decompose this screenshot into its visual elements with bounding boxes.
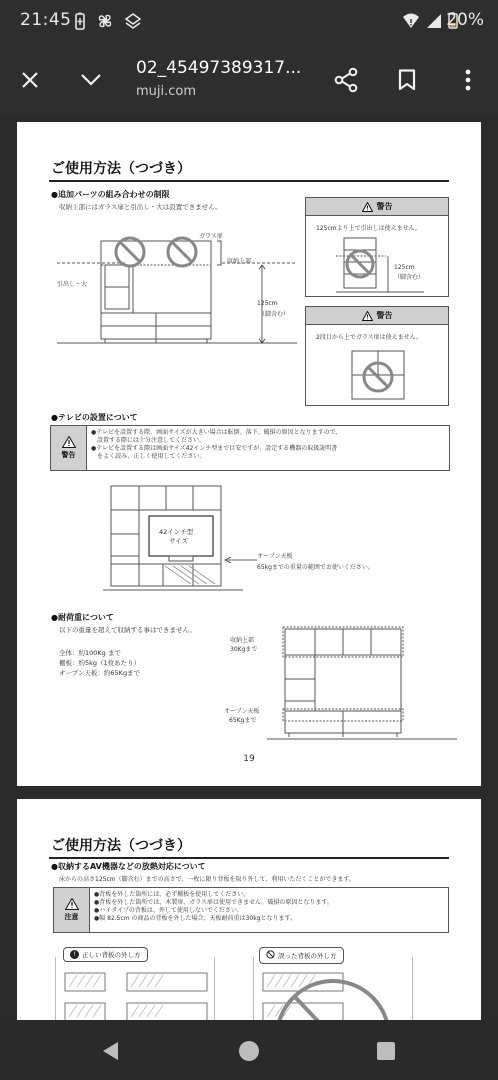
expand-button[interactable] — [74, 64, 108, 96]
warning-text-glass: 2段目から上でガラス扉は使えません。 — [316, 334, 422, 341]
warning-box-drawer — [305, 197, 449, 297]
caution-line: ●背板を外した箇所では、木製扉、ガラス扉は使用できません。破損の原因となります。 — [94, 899, 333, 906]
caution-line: 設置する際には十分注意してください。 — [91, 437, 206, 444]
caution-label: 警告 — [61, 451, 76, 459]
warning-box-glass — [305, 306, 449, 406]
chevron-down-icon — [80, 73, 102, 87]
title-rule — [49, 857, 449, 859]
bookmark-button[interactable] — [392, 64, 422, 96]
label-open-top: オープン天板 — [257, 553, 293, 560]
correct-removal-diagram — [55, 957, 215, 1020]
battery-saver-icon — [74, 12, 86, 34]
caution-line: ●背板を外した箇所には、必ず棚板を使用してください。 — [94, 891, 250, 898]
pdf-page-19 — [17, 122, 481, 786]
caution-label-cell — [54, 888, 90, 932]
caution-line: をよく読み、正しく使用してください。 — [91, 453, 206, 460]
label-storage-top-load: 収納上部 — [230, 637, 255, 644]
load-shelf: 棚板：約5kg（1枚あたり） — [59, 659, 141, 667]
section-text-parts: 収納上部にはガラス扉と引出し・大は設置できません。 — [59, 203, 222, 211]
battery-percent: 20% — [446, 10, 484, 30]
caution-lines — [87, 426, 346, 470]
status-bar — [0, 0, 498, 44]
glass-warning-diagram — [346, 347, 410, 403]
label-open-top-note: 65kgまでの重量の範囲でお使いください。 — [257, 564, 374, 571]
section-heading-parts: ●追加パーツの組み合わせの制限 — [51, 190, 170, 199]
pinwheel-icon — [96, 12, 114, 34]
nav-home-button[interactable] — [234, 1036, 264, 1066]
label-glass-door: ガラス扉 — [199, 233, 223, 240]
title-block[interactable] — [136, 58, 316, 99]
section-heading-load: ●耐荷重について — [51, 613, 114, 622]
caution-box-tv — [50, 425, 450, 471]
exclamation-icon: ! — [70, 950, 79, 959]
wrong-removal-diagram — [253, 957, 413, 1020]
pdf-page-20 — [17, 799, 481, 1020]
signal-icon — [426, 13, 442, 33]
warning-title: 警告 — [376, 202, 393, 211]
status-icons-left — [74, 12, 142, 34]
furniture-diagram-restriction — [57, 217, 297, 352]
file-domain: muji.com — [136, 84, 197, 99]
label-open-top-kg: 65Kgまで — [229, 717, 257, 724]
section-heading-heat: ●収納するAV機器などの放熱対応について — [51, 862, 206, 871]
pill-wrong-label: 誤った背板の外し方 — [278, 952, 337, 960]
share-button[interactable] — [330, 64, 362, 96]
caution-box-heat — [53, 887, 449, 933]
more-vert-icon — [465, 69, 471, 91]
warning-icon — [65, 898, 79, 910]
warning-label-height: 125cm — [394, 264, 415, 271]
file-title: 02_45497389317... — [136, 58, 302, 78]
section-heading-tv: ●テレビの設置について — [51, 413, 138, 422]
status-time: 21:45 — [20, 10, 72, 30]
home-circle-icon — [238, 1040, 260, 1062]
section-text-load: 以下の重量を超えて収納する事はできません。 — [59, 626, 196, 634]
close-button[interactable] — [14, 64, 46, 96]
label-drawer-large: 引出し・大 — [57, 281, 88, 288]
warning-title: 警告 — [376, 311, 393, 320]
tv-size-label-2: サイズ — [169, 537, 188, 545]
nav-back-button[interactable] — [96, 1036, 126, 1066]
tv-size-label-1: 42インチ型 — [159, 528, 194, 536]
load-diagram — [267, 625, 457, 745]
label-storage-top: 収納上部 — [227, 258, 252, 265]
pill-correct-label: 正しい背板の外し方 — [82, 951, 141, 959]
warning-icon — [362, 311, 373, 321]
label-open-top-load: オープン天板 — [224, 708, 260, 715]
layers-icon — [124, 12, 142, 34]
recents-square-icon — [376, 1041, 396, 1061]
warning-header — [306, 307, 448, 325]
back-triangle-icon — [101, 1040, 121, 1062]
page-number: 19 — [243, 754, 255, 764]
label-height: 125cm — [257, 300, 278, 307]
label-height-note: （脚含む） — [259, 311, 290, 318]
close-icon — [20, 70, 40, 90]
load-open-top: オープン天板：約65Kgまで — [59, 669, 141, 677]
label-storage-top-kg: 30Kgまで — [230, 646, 258, 653]
app-bar — [0, 44, 498, 116]
arrow-open-top — [223, 556, 257, 564]
caution-line: ●幅 82.5cm の商品の背板を外した場合、天板耐荷重は30kgとなります。 — [94, 915, 296, 922]
bookmark-icon — [398, 69, 416, 91]
wifi-icon — [402, 13, 420, 33]
caution-lines — [90, 888, 337, 932]
nav-recents-button[interactable] — [371, 1036, 401, 1066]
pdf-viewer[interactable] — [0, 116, 498, 1020]
warning-text-drawer: 125cmより上で引出しは使えません。 — [316, 225, 421, 232]
caution-line: ●ハイタイプの背板は、外して使用しないでください。 — [94, 907, 243, 914]
page-title: ご使用方法（つづき） — [51, 161, 191, 177]
warning-label-height-note: （脚含む） — [394, 274, 425, 281]
warning-header — [306, 198, 448, 216]
load-total: 全体：約100Kg まで — [59, 649, 121, 657]
section-text-heat: 床からの高さ125cm（脚含む）までの高さで、一枚に限り背板を取り外して、利用いただくことができます。 — [59, 876, 355, 883]
caution-label: 注意 — [64, 913, 79, 921]
navigation-bar — [0, 1020, 498, 1080]
page-title: ご使用方法（つづき） — [51, 838, 191, 854]
more-options-button[interactable] — [454, 64, 482, 96]
share-icon — [334, 67, 358, 93]
warning-icon — [62, 436, 76, 448]
warning-icon — [362, 202, 373, 212]
caution-line: ●テレビを設置する際、画面サイズが大きい場合は転倒、落下、破損の原因となりますので、 — [91, 429, 342, 436]
caution-line: ●テレビを設置する際は画面サイズ42インチ型まで目安ですが、設定する機器の取扱説明書 — [91, 445, 338, 452]
caution-label-cell — [51, 426, 87, 470]
title-rule — [49, 180, 449, 182]
